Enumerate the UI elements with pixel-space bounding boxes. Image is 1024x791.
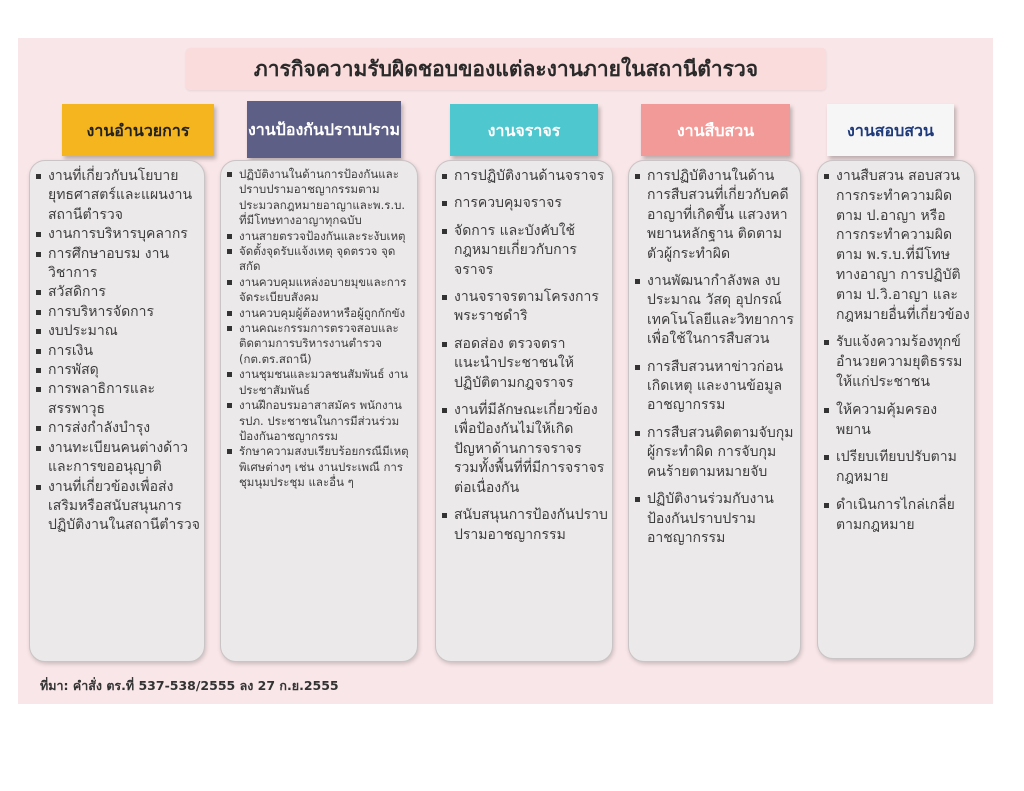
- list-item: เปรียบเทียบปรับตามกฎหมาย: [822, 448, 970, 488]
- list-item: จัดตั้งจุดรับแจ้งเหตุ จุดตรวจ จุดสกัด: [225, 244, 413, 275]
- list-item: งบประมาณ: [34, 322, 200, 341]
- list-item: การพัสดุ: [34, 361, 200, 380]
- list-item: งานคณะกรรมการตรวจสอบและติดตามการบริหารงานตำรวจ (กต.ตร.สถานี): [225, 321, 413, 367]
- list-item: รักษาความสงบเรียบร้อยกรณีมีเหตุพิเศษต่างๆ เช่น งานประเพณี การชุมนุมประชุม และอื่น ๆ: [225, 444, 413, 490]
- page-title: ภารกิจความรับผิดชอบของแต่ละงานภายในสถานีตำรวจ: [186, 48, 826, 90]
- list-item: การพลาธิการและสรรพาวุธ: [34, 380, 200, 419]
- list-item: การศึกษาอบรม งานวิชาการ: [34, 245, 200, 284]
- list-item: การสืบสวนติดตามจับกุมผู้กระทำผิด การจับกุมคนร้ายตามหมายจับ: [633, 424, 796, 482]
- traffic-list: [440, 167, 608, 545]
- header-inquiry: งานสอบสวน: [827, 104, 954, 156]
- list-item: รับแจ้งความร้องทุกข์ อำนวยความยุติธรรมให้แก่ประชาชน: [822, 333, 970, 392]
- list-item: งานที่เกี่ยวข้องเพื่อส่งเสริมหรือสนับสนุนการปฏิบัติงานในสถานีตำรวจ: [34, 478, 200, 536]
- admin-list: [34, 167, 200, 536]
- list-item: งานทะเบียนคนต่างด้าวและการขออนุญาติ: [34, 439, 200, 478]
- list-item: การเงิน: [34, 342, 200, 361]
- list-item: ปฏิบัติงานร่วมกับงานป้องกันปราบปรามอาชญากรรม: [633, 490, 796, 548]
- list-item: การปฏิบัติงานในด้านการสืบสวนที่เกี่ยวกับคดีอาญาที่เกิดขึ้น แสวงหาพยานหลักฐาน ติดตามตัวผู้กระทำผิด: [633, 167, 796, 264]
- list-item: ดำเนินการไกล่เกลี่ยตามกฎหมาย: [822, 496, 970, 536]
- list-item: งานควบคุมผู้ต้องหาหรือผู้ถูกกักขัง: [225, 306, 413, 321]
- list-item: งานที่เกี่ยวกับนโยบาย ยุทธศาสตร์และแผนงานสถานีตำรวจ: [34, 167, 200, 225]
- header-prevention: งานป้องกันปราบปราม: [247, 101, 401, 158]
- list-item: การควบคุมจราจร: [440, 194, 608, 213]
- card-admin: [29, 160, 205, 662]
- list-item: การส่งกำลังบำรุง: [34, 419, 200, 438]
- list-item: งานควบคุมแหล่งอบายมุขและการจัดระเบียบสังคม: [225, 275, 413, 306]
- list-item: งานชุมชนและมวลชนสัมพันธ์ งานประชาสัมพันธ์: [225, 367, 413, 398]
- list-item: งานสืบสวน สอบสวนการกระทำความผิด ตาม ป.อาญา หรือการกระทำความผิดตาม พ.ร.บ.ที่มีโทษทางอาญา การปฏิบัติตาม ป.วิ.อาญา และกฎหมายอื่นที่เกี่ยวข้อง: [822, 167, 970, 325]
- card-investigation: [628, 160, 801, 662]
- investigation-list: [633, 167, 796, 548]
- list-item: การปฏิบัติงานด้านจราจร: [440, 167, 608, 186]
- source-note: ที่มา: คำสั่ง ตร.ที่ 537-538/2555 ลง 27 ก.ย.2555: [40, 678, 339, 693]
- list-item: ให้ความคุ้มครองพยาน: [822, 401, 970, 441]
- list-item: สอดส่อง ตรวจตรา แนะนำประชาชนให้ปฏิบัติตามกฎจราจร: [440, 335, 608, 393]
- header-admin: งานอำนวยการ: [62, 104, 214, 156]
- list-item: สนับสนุนการป้องกันปราบปรามอาชญากรรม: [440, 506, 608, 545]
- list-item: งานสายตรวจป้องกันและระงับเหตุ: [225, 229, 413, 244]
- card-traffic: [435, 160, 613, 662]
- prevention-list: [225, 167, 413, 491]
- card-prevention: [220, 160, 418, 662]
- list-item: งานการบริหารบุคลากร: [34, 225, 200, 244]
- header-traffic: งานจราจร: [450, 104, 598, 156]
- list-item: จัดการ และบังคับใช้กฎหมายเกี่ยวกับการจราจร: [440, 222, 608, 280]
- list-item: การสืบสวนหาข่าวก่อนเกิดเหตุ และงานข้อมูลอาชญากรรม: [633, 358, 796, 416]
- inquiry-list: [822, 167, 970, 536]
- list-item: งานพัฒนากำลังพล งบประมาณ วัสดุ อุปกรณ์ เทคโนโลยีและวิทยาการ เพื่อใช้ในการสืบสวน: [633, 272, 796, 350]
- list-item: งานฝึกอบรมอาสาสมัคร พนักงาน รปภ. ประชาชนในการมีส่วนร่วมป้องกันอาชญากรรม: [225, 398, 413, 444]
- list-item: งานจราจรตามโครงการพระราชดำริ: [440, 288, 608, 327]
- list-item: งานที่มีลักษณะเกี่ยวข้อง เพื่อป้องกันไม่ให้เกิดปัญหาด้านการจราจร รวมทั้งพื้นที่ที่มีการจราจรต่อเนื่องกัน: [440, 401, 608, 498]
- card-inquiry: [817, 160, 975, 659]
- list-item: ปฏิบัติงานในด้านการป้องกันและปราบปรามอาชญากรรมตามประมวลกฎหมายอาญาและพ.ร.บ. ที่มีโทษทางอาญาทุกฉบับ: [225, 167, 413, 229]
- list-item: การบริหารจัดการ: [34, 303, 200, 322]
- list-item: สวัสดิการ: [34, 283, 200, 302]
- header-investigation: งานสืบสวน: [641, 104, 790, 156]
